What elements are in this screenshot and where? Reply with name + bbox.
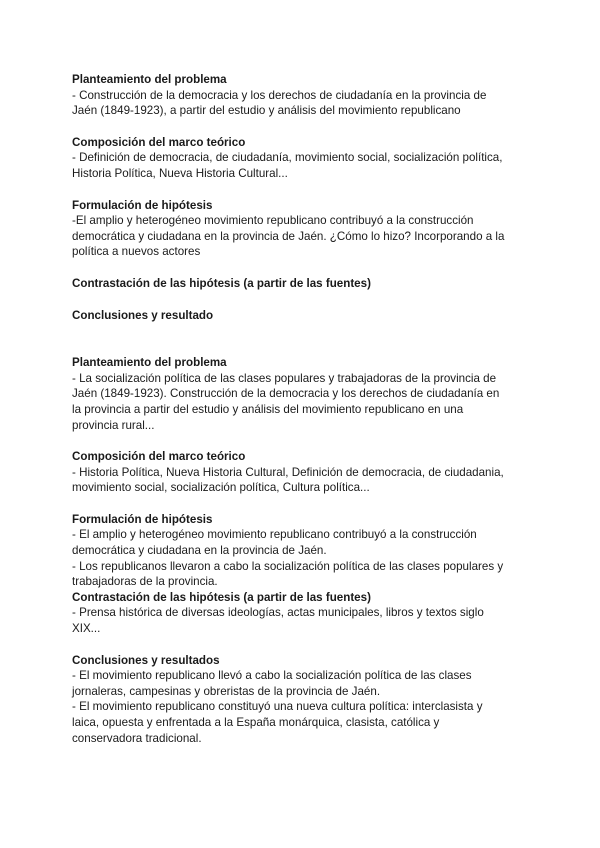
body-line: democrática y ciudadana en la provincia de Jaén. xyxy=(72,544,327,558)
body-line: conservadora tradicional. xyxy=(72,731,202,745)
section-heading-hipotesis: Formulación de hipótesis xyxy=(72,512,213,526)
body-line: política a nuevos actores xyxy=(72,245,201,259)
body-line: jornaleras, campesinas y obreristas de la provincia de Jaén. xyxy=(72,684,381,698)
body-line: - El movimiento republicano llevó a cabo la socialización política de las clases xyxy=(72,669,472,683)
body-line: - Prensa histórica de diversas ideologías, actas municipales, libros y textos siglo xyxy=(72,606,484,620)
body-line: - Los republicanos llevaron a cabo la socialización política de las clases populares y xyxy=(72,559,504,573)
body-line: laica, opuesta y enfrentada a la España monárquica, clasista, católica y xyxy=(72,716,440,729)
body-line: democrática y ciudadana en la provincia de Jaén. ¿Cómo lo hizo? Incorporando a la xyxy=(72,229,505,243)
body-line: Jaén (1849-1923), a partir del estudio y análisis del movimiento republicano xyxy=(72,104,461,118)
section-heading-marco-teorico: Composición del marco teórico xyxy=(72,450,246,464)
section-heading-conclusiones: Conclusiones y resultados xyxy=(72,653,220,667)
body-line: - El amplio y heterogéneo movimiento republicano contribuyó a la construcción xyxy=(72,528,477,542)
section-heading-planteamiento: Planteamiento del problema xyxy=(72,356,227,370)
section-heading-contrastacion: Contrastación de las hipótesis (a partir de las fuentes) xyxy=(72,276,371,290)
body-line: trabajadoras de la provincia. xyxy=(72,575,218,589)
body-line: - Construcción de la democracia y los derechos de ciudadanía en la provincia de xyxy=(72,88,487,102)
body-line: XIX... xyxy=(72,622,101,636)
section-heading-planteamiento: Planteamiento del problema xyxy=(72,73,227,86)
body-line: provincia rural... xyxy=(72,418,155,432)
section-heading-contrastacion: Contrastación de las hipótesis (a partir de las fuentes) xyxy=(72,590,371,604)
section-heading-conclusiones: Conclusiones y resultado xyxy=(72,308,214,322)
document-page xyxy=(72,72,532,746)
section-heading-marco-teorico: Composición del marco teórico xyxy=(72,135,246,149)
body-line: Historia Política, Nueva Historia Cultural... xyxy=(72,166,288,180)
body-line: - La socialización política de las clases populares y trabajadoras de la provincia de xyxy=(72,371,497,385)
section-heading-hipotesis: Formulación de hipótesis xyxy=(72,198,213,212)
body-line: - Historia Política, Nueva Historia Cultural, Definición de democracia, de ciudadania, xyxy=(72,465,504,479)
body-line: - Definición de democracia, de ciudadanía, movimiento social, socialización política, xyxy=(72,151,503,165)
body-line: la provincia a partir del estudio y análisis del movimiento republicano en una xyxy=(72,402,464,416)
body-line: -El amplio y heterogéneo movimiento republicano contribuyó a la construcción xyxy=(72,214,474,228)
body-line: - El movimiento republicano constituyó una nueva cultura política: interclasista y xyxy=(72,700,483,714)
body-line: movimiento social, socialización política, Cultura política... xyxy=(72,481,370,495)
body-line: Jaén (1849-1923). Construcción de la democracia y los derechos de ciudadanía en xyxy=(72,387,500,401)
